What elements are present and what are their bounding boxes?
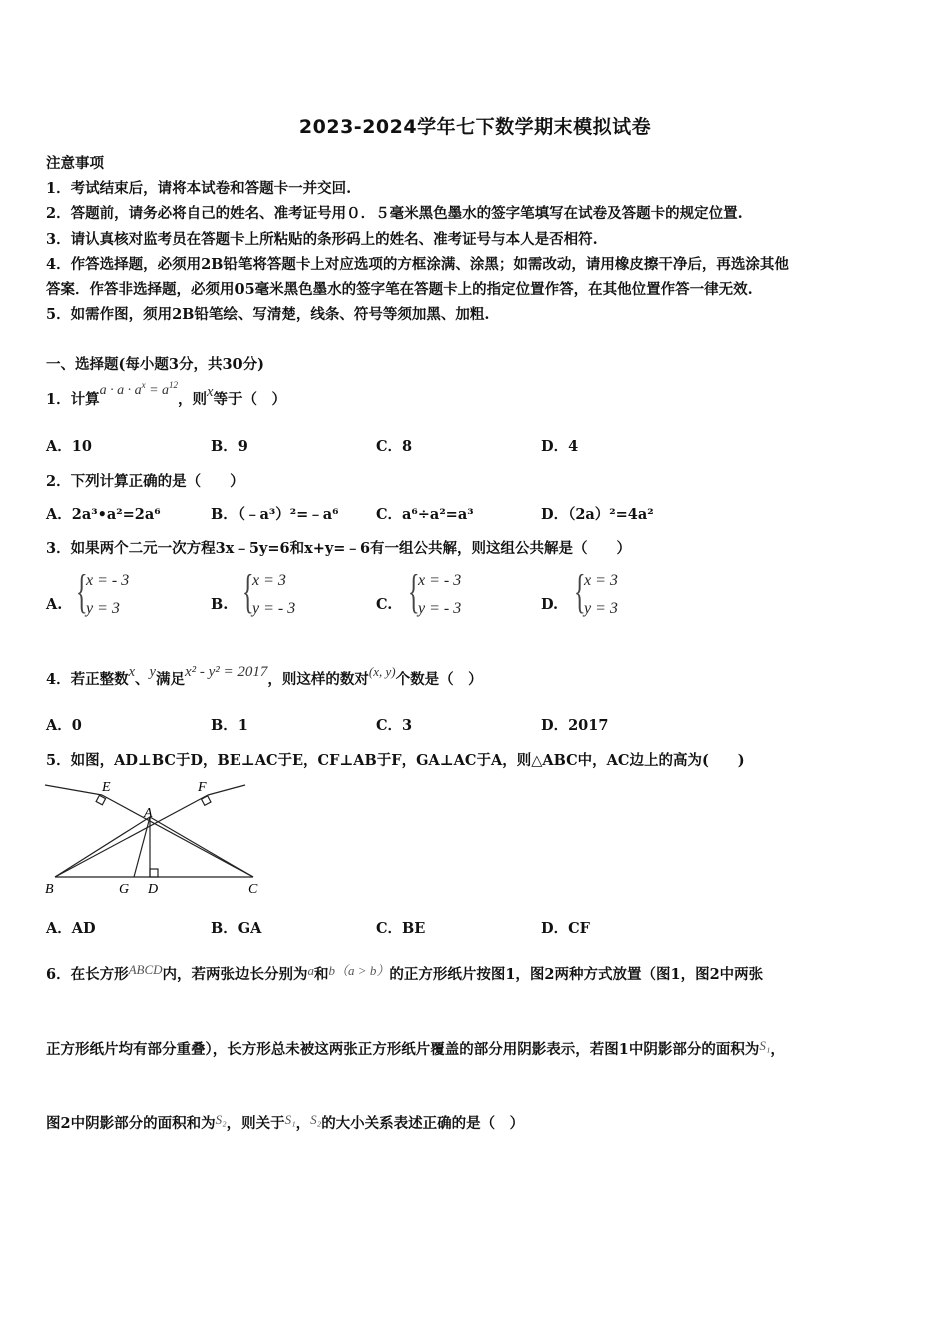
q4-option-d: D．2017	[541, 717, 609, 734]
q5-triangle-figure	[40, 775, 280, 900]
notice-item: 3．请认真核对监考员在答题卡上所粘贴的条形码上的姓名、准考证号与本人是否相符.	[46, 231, 598, 248]
question-5: 5．如图，AD⊥BC于D，BE⊥AC于E，CF⊥AB于F，GA⊥AC于A，则△ABC中，AC边上的高为( )	[46, 752, 745, 769]
q5-option-a: A．AD	[46, 920, 96, 937]
label-B: B	[45, 882, 54, 897]
q1-option-c: C．8	[376, 438, 413, 455]
label-F: F	[198, 780, 207, 795]
q2-option-b: B．（﹣a³）²=﹣a⁶	[211, 506, 339, 523]
q2-option-c: C．a⁶÷a²=a³	[376, 506, 474, 523]
line-A-C-side	[150, 817, 253, 877]
question-2: 2．下列计算正确的是（ ）	[46, 473, 245, 490]
line-C-E	[102, 795, 253, 877]
q1-option-a: A．10	[46, 438, 92, 455]
q4-option-b: B．1	[211, 717, 248, 734]
q3-option-b-system: { x = 3 y = - 3	[242, 565, 296, 618]
notice-heading: 注意事项	[46, 155, 104, 172]
q3-option-b-label: B.	[211, 596, 229, 613]
line-E-extension	[45, 785, 102, 795]
q3-option-c-system: { x = - 3 y = - 3	[408, 565, 462, 618]
line-F-extension	[208, 785, 245, 795]
notice-item: 2．答题前，请务必将自己的姓名、准考证号用０．５毫米黑色墨水的签字笔填写在试卷及答题卡的规定位置.	[46, 205, 743, 222]
question-6-line-3: 图2中阴影部分的面积和为S₂，则关于S₁，S₂的大小关系表述正确的是（ ）	[46, 1112, 525, 1132]
q2-option-d: D．（2a）²=4a²	[541, 506, 654, 523]
q2-option-a: A．2a³•a²=2a⁶	[46, 506, 161, 523]
q3-option-a-label: A.	[46, 596, 63, 613]
q3-option-a-system: { x = - 3 y = 3	[76, 565, 130, 618]
notice-item: 答案．作答非选择题，必须用05毫米黑色墨水的签字笔在答题卡上的指定位置作答，在其他位置作答一律无效.	[46, 281, 753, 298]
label-C: C	[248, 882, 258, 897]
q3-option-c-label: C.	[376, 596, 393, 613]
label-E: E	[102, 780, 111, 795]
question-4: 4．若正整数x、y满足x² - y² = 2017，则这样的数对(x, y)个数是（ ）	[46, 664, 483, 688]
question-3: 3．如果两个二元一次方程3x﹣5y=6和x+y=﹣6有一组公共解，则这组公共解是（ ）	[46, 540, 632, 557]
question-6-line-2: 正方形纸片均有部分重叠），长方形总未被这两张正方形纸片覆盖的部分用阴影表示，若图1中阴影部分的面积为S₁，	[46, 1038, 785, 1058]
notice-item: 1．考试结束后，请将本试卷和答题卡一并交回.	[46, 180, 352, 197]
question-1: 1．计算$a \cdot a \cdot a^x = a^{12}$，则x等于（ ）	[46, 380, 286, 408]
q3-option-d-system: { x = 3 y = 3	[574, 565, 618, 618]
q5-option-b: B．GA	[211, 920, 262, 937]
notice-item: 4．作答选择题，必须用2B铅笔将答题卡上对应选项的方框涂满、涂黑；如需改动，请用橡皮擦干净后，再选涂其他	[46, 256, 789, 273]
line-A-B-side	[55, 817, 150, 877]
question-6-line-1: 6．在长方形ABCD内，若两张边长分别为a和b（a > b）的正方形纸片按图1，图2两种方式放置（图1，图2中两张	[46, 962, 764, 983]
q5-option-c: C．BE	[376, 920, 426, 937]
line-B-F	[55, 795, 208, 877]
q1-option-b: B．9	[211, 438, 248, 455]
q5-option-d: D．CF	[541, 920, 590, 937]
label-D: D	[148, 882, 159, 897]
label-A: A	[144, 806, 153, 821]
q3-option-d-label: D.	[541, 596, 559, 613]
right-angle-D	[150, 869, 158, 877]
notice-item: 5．如需作图，须用2B铅笔绘、写清楚，线条、符号等须加黑、加粗.	[46, 306, 490, 323]
section-heading: 一、选择题(每小题3分，共30分)	[46, 356, 264, 373]
q4-option-a: A．0	[46, 717, 82, 734]
q1-option-d: D．4	[541, 438, 579, 455]
label-G: G	[119, 882, 130, 897]
page-title: 2023-2024学年七下数学期末模拟试卷	[298, 116, 652, 138]
q4-option-c: C．3	[376, 717, 413, 734]
